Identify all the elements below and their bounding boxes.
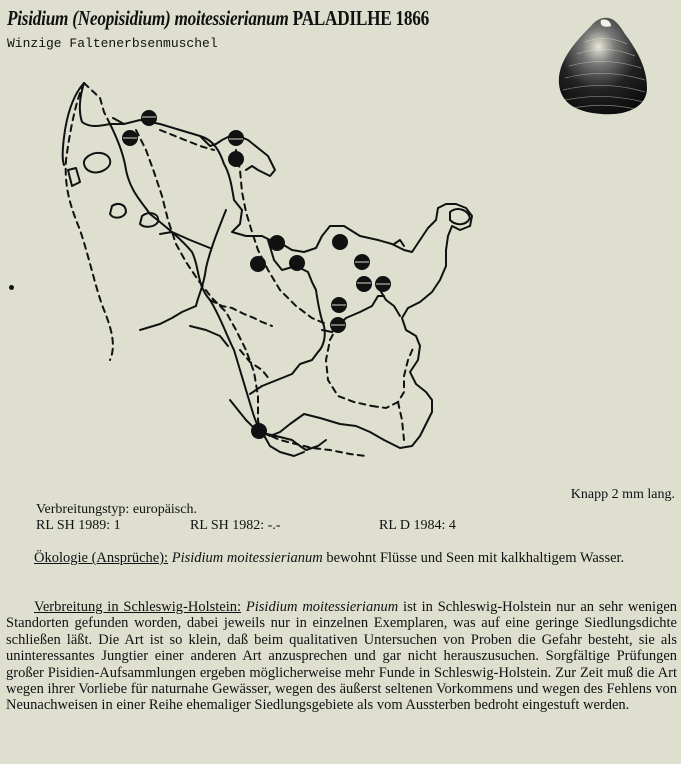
distribution-type — [36, 502, 197, 518]
size-note: Knapp 2 mm lang. — [570, 487, 675, 502]
red-list-sh-1989: RL SH 1989: 1 — [36, 518, 121, 533]
ecology-paragraph — [6, 550, 677, 566]
stray-mark — [9, 285, 14, 290]
shell-icon — [555, 12, 653, 118]
distribution-paragraph — [6, 599, 677, 714]
distribution-type-label: Verbreitungstyp: — [36, 502, 130, 517]
distribution-map — [0, 60, 520, 500]
red-list-d-1984: RL D 1984: 4 — [379, 518, 456, 533]
common-name: Winzige Faltenerbsenmuschel — [7, 36, 218, 51]
ecology-heading: Ökologie (Ansprüche): — [34, 550, 169, 566]
species-title — [7, 6, 429, 31]
title-subgenus: (Neopisidium) — [72, 6, 171, 30]
red-list-sh-1982: RL SH 1982: -.- — [190, 518, 281, 533]
title-species: moitessierianum — [174, 6, 289, 30]
distribution-type-value: europäisch. — [132, 502, 197, 517]
title-genus: Pisidium — [7, 6, 69, 30]
title-author-year: PALADILHE 1866 — [292, 6, 429, 30]
ecology-species: Pisidium moitessierianum — [171, 550, 323, 566]
ecology-text: bewohnt Flüsse und Seen mit kalkhaltigem Wasser. — [322, 550, 625, 566]
distribution-species: Pisidium moitessierianum — [245, 599, 399, 615]
distribution-text: ist in Schleswig-Holstein nur an sehr wenigen Standorten gefunden worden, dabei jeweils nur in einzelnen Exemplaren, was auf eine geringe Siedlungsdichte schließen läßt. Die Art ist so klein, daß beim qualitativen Untersuchen von Proben die Gefahr besteht, sie als uninteressantes Jungtier einer anderen Art anzusprechen und gar nicht herauszusuchen. Sorgfältige Prüfungen großer Pisidien-Aufsammlungen ergeben möglicherweise mehr Funde in Schleswig-Holstein. Zur Zeit muß die Art wegen ihrer Vorliebe für naturnahe Gewässer, wegen des äußerst seltenen Vorkommens und wegen des Fehlens von Neunachweisen in einer Reihe ehemaliger Siedlungsgebiete als vom Aussterben bedroht eingestuft werden. — [6, 599, 678, 714]
distribution-heading: Verbreitung in Schleswig-Holstein: — [34, 599, 242, 615]
